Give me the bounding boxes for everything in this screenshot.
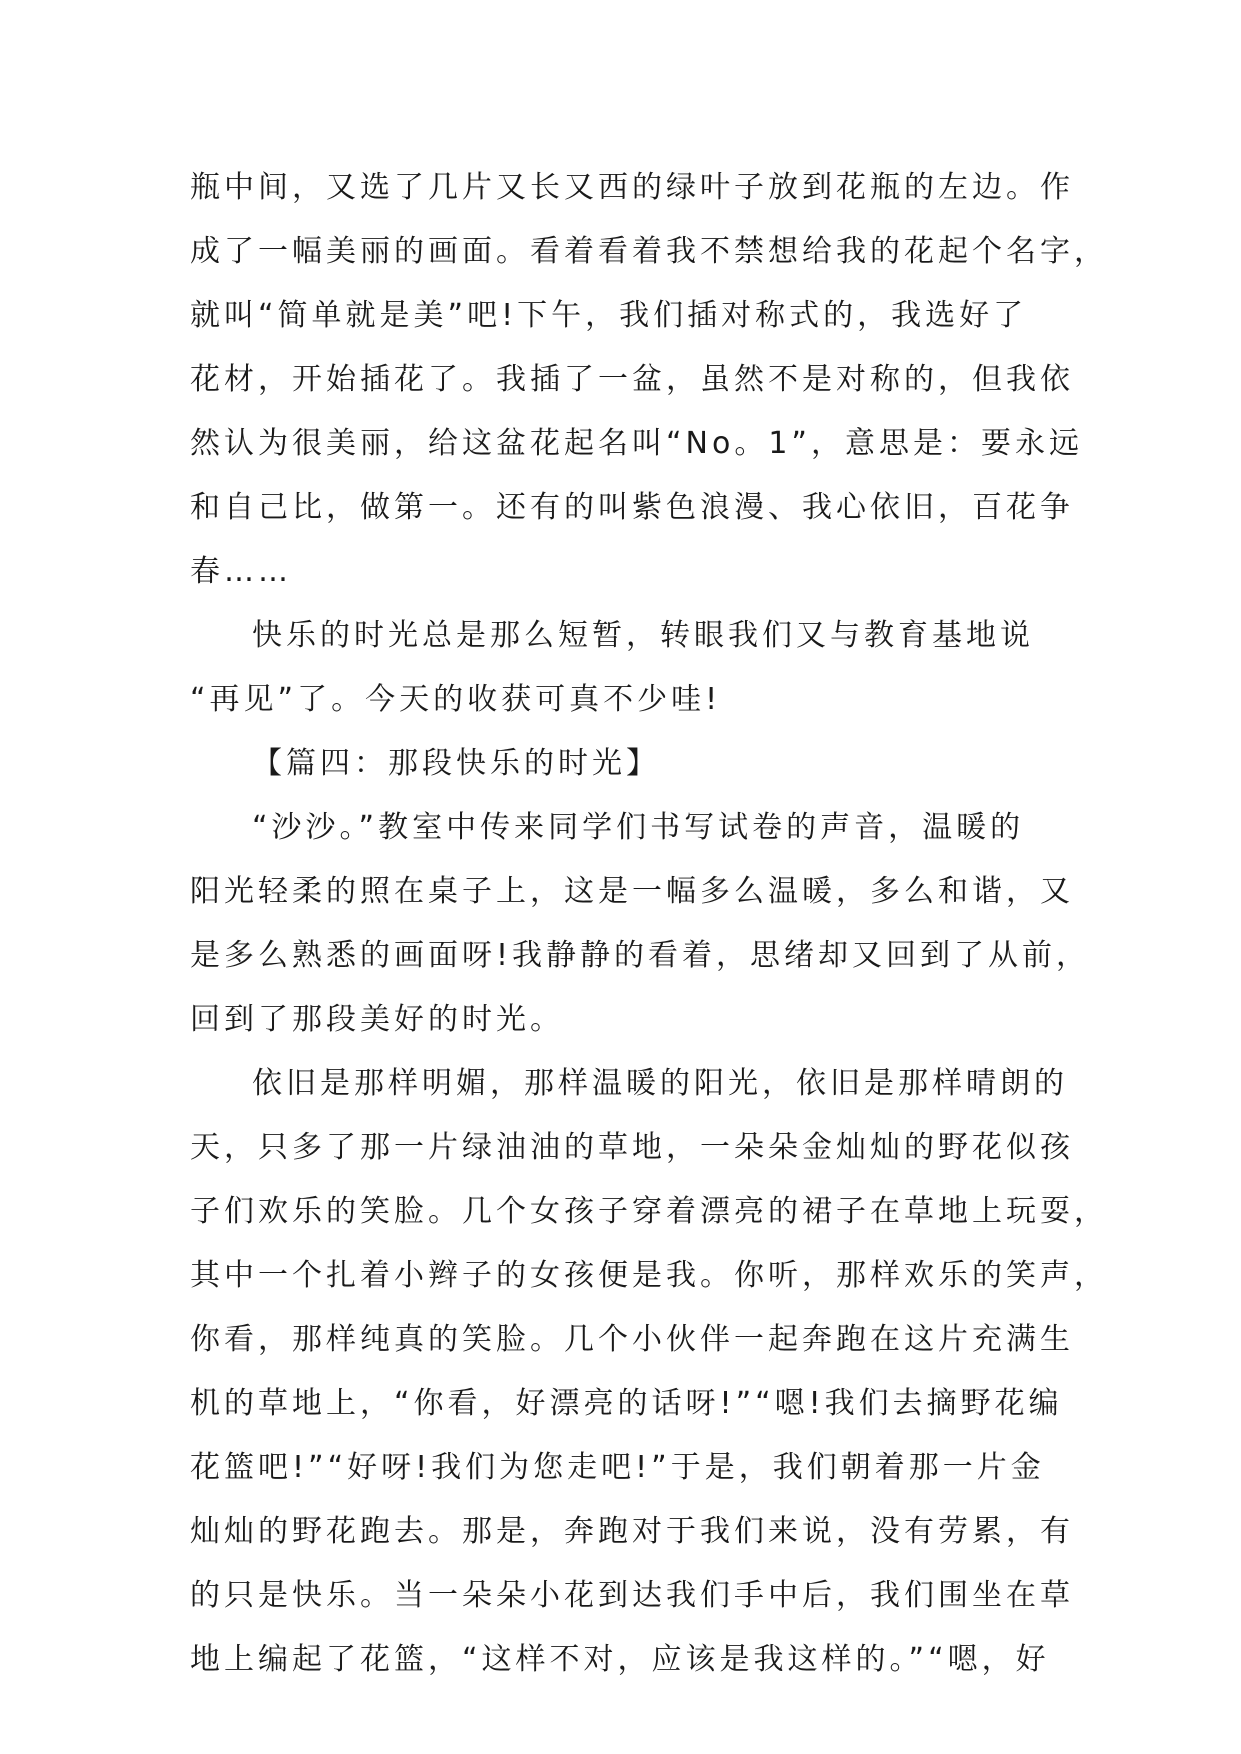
text-line: 就叫“简单就是美”吧!下午，我们插对称式的，我选好了 xyxy=(190,298,1028,333)
text-line: 是多么熟悉的画面呀!我静静的看着，思绪却又回到了从前， xyxy=(190,938,1091,973)
text-line: 地上编起了花篮，“这样不对，应该是我这样的。”“嗯，好 xyxy=(190,1642,1050,1677)
text-line: 其中一个扎着小辫子的女孩便是我。你听，那样欢乐的笑声， xyxy=(190,1258,1108,1293)
text-line: 阳光轻柔的照在桌子上，这是一幅多么温暖，多么和谐，又 xyxy=(190,874,1074,909)
text-line: 瓶中间，又选了几片又长又西的绿叶子放到花瓶的左边。作 xyxy=(190,170,1074,205)
section-heading: 【篇四：那段快乐的时光】 xyxy=(252,746,660,781)
paragraph-start-line: 快乐的时光总是那么短暂，转眼我们又与教育基地说 xyxy=(252,618,1034,653)
text-line: “再见”了。今天的收获可真不少哇! xyxy=(190,682,722,717)
text-line: 你看，那样纯真的笑脸。几个小伙伴一起奔跑在这片充满生 xyxy=(190,1322,1074,1357)
text-line: 和自己比，做第一。还有的叫紫色浪漫、我心依旧，百花争 xyxy=(190,490,1074,525)
text-line: 花篮吧!”“好呀!我们为您走吧!”于是，我们朝着那一片金 xyxy=(190,1450,1045,1485)
text-line: 天，只多了那一片绿油油的草地，一朵朵金灿灿的野花似孩 xyxy=(190,1130,1074,1165)
paragraph-start-line: 依旧是那样明媚，那样温暖的阳光，依旧是那样晴朗的 xyxy=(252,1066,1068,1101)
text-line: 的只是快乐。当一朵朵小花到达我们手中后，我们围坐在草 xyxy=(190,1578,1074,1613)
text-line: 回到了那段美好的时光。 xyxy=(190,1002,564,1037)
paragraph-start-line: “沙沙。”教室中传来同学们书写试卷的声音，温暖的 xyxy=(252,810,1025,845)
text-line: 成了一幅美丽的画面。看着看着我不禁想给我的花起个名字， xyxy=(190,234,1108,269)
document-body xyxy=(190,156,1108,1692)
text-line: 灿灿的野花跑去。那是，奔跑对于我们来说，没有劳累，有 xyxy=(190,1514,1074,1549)
text-line: 然认为很美丽，给这盆花起名叫“No。1”，意思是：要永远 xyxy=(190,426,1083,461)
text-line: 子们欢乐的笑脸。几个女孩子穿着漂亮的裙子在草地上玩耍， xyxy=(190,1194,1108,1229)
text-line: 机的草地上，“你看，好漂亮的话呀!”“嗯!我们去摘野花编 xyxy=(190,1386,1063,1421)
text-line: 春…… xyxy=(190,554,292,589)
text-line: 花材，开始插花了。我插了一盆，虽然不是对称的，但我依 xyxy=(190,362,1074,397)
